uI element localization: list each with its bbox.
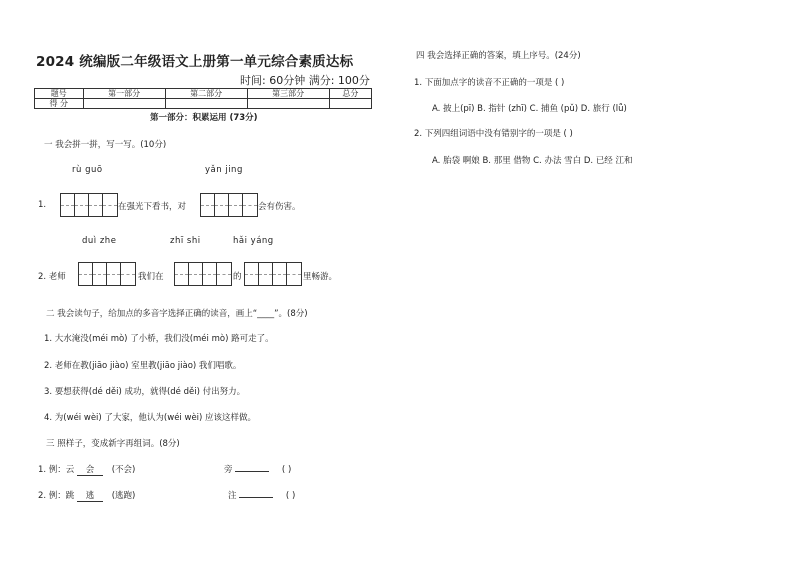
list-item: 4. 为(wéi wèi) 了大家，他认为(wéi wèi) 应该这样做。: [44, 413, 257, 423]
writing-grid[interactable]: [60, 193, 118, 217]
example-row: [38, 463, 135, 476]
grid-cell[interactable]: [201, 194, 215, 216]
pinyin-label: yǎn jing: [205, 165, 243, 175]
writing-grid[interactable]: [174, 262, 232, 286]
example-prefix: 2. 例：跳: [38, 491, 75, 501]
question-text: 会有伤害。: [258, 202, 301, 212]
pinyin-label: duì zhe: [82, 236, 117, 246]
table-row: [35, 89, 372, 99]
grid-cell[interactable]: [93, 263, 107, 285]
question-text: 在强光下看书，对: [118, 202, 187, 212]
grid-cell[interactable]: [89, 194, 103, 216]
exercise-row: [228, 489, 295, 501]
score-table: [34, 88, 372, 109]
table-cell: 第三部分: [247, 89, 329, 99]
table-cell: 题号: [35, 89, 84, 99]
question-text: 2. 老师: [38, 272, 66, 282]
example-word: (不会): [111, 465, 136, 475]
grid-cell[interactable]: [121, 263, 135, 285]
grid-cell[interactable]: [79, 263, 93, 285]
table-row: [35, 99, 372, 109]
table-cell: 得 分: [35, 99, 84, 109]
list-item: 2. 老师在教(jiāo jiào) 室里教(jiāo jiào) 我们唱歌。: [44, 361, 242, 371]
grid-cell[interactable]: [245, 263, 259, 285]
section3-heading: 三 照样子，变成新字再组词。(8分): [46, 439, 180, 449]
writing-grid[interactable]: [244, 262, 302, 286]
section1-heading: 一 我会拼一拼，写一写。(10分): [44, 140, 167, 150]
table-cell: 第二部分: [165, 89, 247, 99]
grid-cell[interactable]: [229, 194, 243, 216]
part1-heading: 第一部分：积累运用 (73分): [150, 113, 258, 123]
exercise-row: [224, 463, 291, 475]
grid-cell[interactable]: [287, 263, 301, 285]
example-prefix: 1. 例：云: [38, 465, 75, 475]
example-word: (逃跑): [111, 491, 136, 501]
base-character: 旁: [224, 465, 233, 475]
example-answer: 会: [77, 463, 103, 476]
pinyin-label: zhī shi: [170, 236, 201, 246]
grid-cell[interactable]: [61, 194, 75, 216]
word-blank[interactable]: ( ): [281, 465, 292, 475]
question-number: 1.: [38, 200, 47, 210]
grid-cell[interactable]: [215, 194, 229, 216]
section4-heading: 四 我会选择正确的答案，填上序号。(24分): [416, 51, 581, 61]
exam-meta: 时间: 60分钟 满分: 100分: [240, 74, 370, 87]
list-item: 3. 要想获得(dé děi) 成功，就得(dé děi) 付出努力。: [44, 387, 246, 397]
word-blank[interactable]: ( ): [285, 491, 296, 501]
grid-cell[interactable]: [217, 263, 231, 285]
example-answer: 逃: [77, 489, 103, 502]
score-cell[interactable]: [247, 99, 329, 109]
question-text: 2. 下列四组词语中没有错别字的一项是 ( ): [414, 129, 573, 139]
writing-grid[interactable]: [78, 262, 136, 286]
grid-cell[interactable]: [273, 263, 287, 285]
score-cell[interactable]: [165, 99, 247, 109]
pinyin-label: rù guō: [72, 165, 103, 175]
table-cell: 第一部分: [83, 89, 165, 99]
question-text: 的: [233, 272, 242, 282]
answer-options: A. 胎袋 啊娘 B. 那里 借物 C. 办法 雪白 D. 已经 江和: [432, 156, 633, 166]
pinyin-label: hǎi yáng: [233, 236, 274, 246]
grid-cell[interactable]: [203, 263, 217, 285]
example-row: [38, 489, 135, 502]
section2-heading: 二 我会读句子，给加点的多音字选择正确的读音，画上“____”。(8分): [46, 309, 308, 319]
score-cell[interactable]: [83, 99, 165, 109]
answer-blank[interactable]: [239, 497, 273, 498]
grid-cell[interactable]: [189, 263, 203, 285]
table-cell: 总分: [329, 89, 371, 99]
question-text: 我们在: [138, 272, 164, 282]
answer-options: A. 披上(pī) B. 指针 (zhī) C. 捕鱼 (pǔ) D. 旅行 (lǚ): [432, 104, 627, 114]
grid-cell[interactable]: [259, 263, 273, 285]
answer-blank[interactable]: [235, 471, 269, 472]
base-character: 注: [228, 491, 237, 501]
score-cell[interactable]: [329, 99, 371, 109]
grid-cell[interactable]: [103, 194, 117, 216]
question-text: 里畅游。: [303, 272, 338, 282]
page-title: 2024 统编版二年级语文上册第一单元综合素质达标: [36, 54, 354, 70]
grid-cell[interactable]: [175, 263, 189, 285]
grid-cell[interactable]: [107, 263, 121, 285]
grid-cell[interactable]: [75, 194, 89, 216]
writing-grid[interactable]: [200, 193, 258, 217]
question-text: 1. 下面加点字的读音不正确的一项是 ( ): [414, 78, 565, 88]
grid-cell[interactable]: [243, 194, 257, 216]
list-item: 1. 大水淹没(méi mò) 了小桥，我们没(méi mò) 路可走了。: [44, 334, 274, 344]
